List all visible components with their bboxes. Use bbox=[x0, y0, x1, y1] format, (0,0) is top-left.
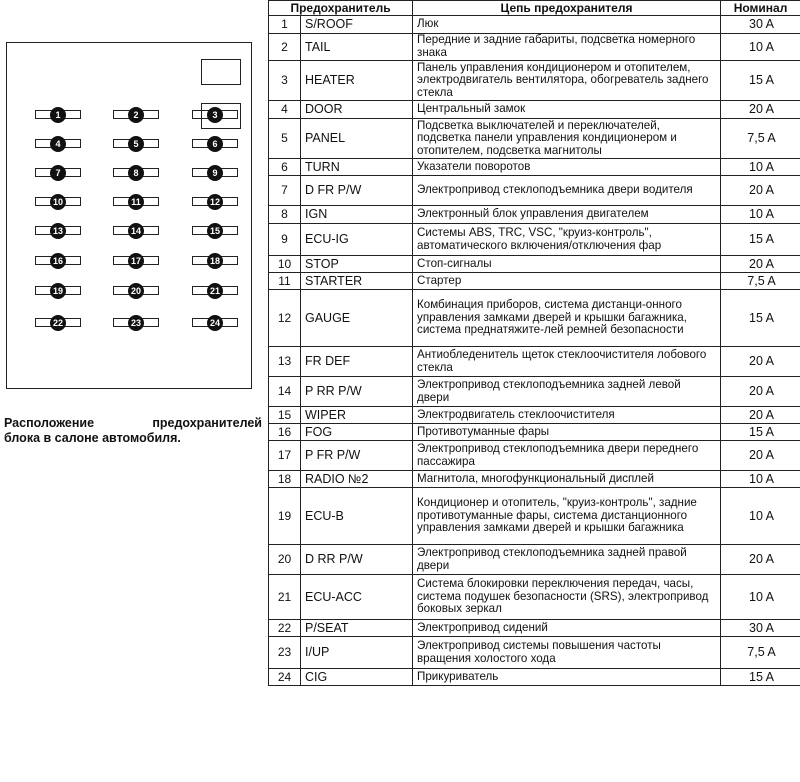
table-row bbox=[269, 347, 800, 377]
table-row bbox=[269, 101, 800, 119]
circuit-description-cell: Системы ABS, TRC, VSC, "круиз-контроль", автоматического включения/отключения фар bbox=[413, 224, 721, 256]
fuse-number: 3 bbox=[207, 107, 223, 123]
table-row bbox=[269, 119, 800, 159]
diagram-caption bbox=[4, 416, 262, 446]
fuse-number-cell: 13 bbox=[269, 347, 301, 377]
fuse-rating-cell: 30 A bbox=[721, 620, 800, 637]
fuse-rating-cell: 10 A bbox=[721, 471, 800, 488]
header-fuse: Предохранитель bbox=[269, 1, 413, 16]
fuse-name-cell: I/UP bbox=[301, 637, 413, 669]
fuse-number-cell: 20 bbox=[269, 545, 301, 575]
table-row bbox=[269, 206, 800, 224]
fuse-name-cell: DOOR bbox=[301, 101, 413, 119]
circuit-description-cell: Противотуманные фары bbox=[413, 424, 721, 441]
fuse-number-cell: 8 bbox=[269, 206, 301, 224]
table-row bbox=[269, 16, 800, 34]
fuse-slot bbox=[113, 136, 159, 151]
fuse-rating-cell: 20 A bbox=[721, 441, 800, 471]
fuse-rating-cell: 10 A bbox=[721, 575, 800, 620]
fuse-rating-cell: 20 A bbox=[721, 101, 800, 119]
fuse-name-cell: HEATER bbox=[301, 61, 413, 101]
fuse-slot bbox=[113, 283, 159, 298]
fuse-name-cell: RADIO №2 bbox=[301, 471, 413, 488]
fuse-number-cell: 17 bbox=[269, 441, 301, 471]
fuse-slot bbox=[192, 283, 238, 298]
fuse-slot bbox=[192, 165, 238, 180]
fuse-rating-cell: 20 A bbox=[721, 176, 800, 206]
fuse-number-cell: 12 bbox=[269, 290, 301, 347]
circuit-description-cell: Антиобледенитель щеток стеклоочистителя лобового стекла bbox=[413, 347, 721, 377]
fuse-slot bbox=[113, 223, 159, 238]
circuit-description-cell: Система блокировки переключения передач, часы, система подушек безопасности (SRS), электропривод боковых зеркал bbox=[413, 575, 721, 620]
fuse-rating-cell: 10 A bbox=[721, 34, 800, 61]
fuse-name-cell: ECU-B bbox=[301, 488, 413, 545]
fuse-number: 18 bbox=[207, 253, 223, 269]
fuse-number-cell: 4 bbox=[269, 101, 301, 119]
fuse-number: 2 bbox=[128, 107, 144, 123]
fuse-rating-cell: 20 A bbox=[721, 407, 800, 424]
table-row bbox=[269, 488, 800, 545]
table-row bbox=[269, 471, 800, 488]
fuse-number-cell: 21 bbox=[269, 575, 301, 620]
fuse-name-cell: ECU-ACC bbox=[301, 575, 413, 620]
fuse-name-cell: STOP bbox=[301, 256, 413, 273]
fuse-rating-cell: 10 A bbox=[721, 159, 800, 176]
header-rating: Номинал bbox=[721, 1, 800, 16]
fuse-number: 24 bbox=[207, 315, 223, 331]
fuse-number: 11 bbox=[128, 194, 144, 210]
fuse-number: 20 bbox=[128, 283, 144, 299]
fuse-number: 5 bbox=[128, 136, 144, 152]
fuse-number: 19 bbox=[50, 283, 66, 299]
circuit-description-cell: Магнитола, многофункциональный дисплей bbox=[413, 471, 721, 488]
fuse-name-cell: D RR P/W bbox=[301, 545, 413, 575]
fuse-slot bbox=[192, 223, 238, 238]
fuse-slot bbox=[192, 136, 238, 151]
circuit-description-cell: Комбинация приборов, система дистанци-онного управления замками дверей и крышки багажника, система преднатяжите-лей ремней безопасности bbox=[413, 290, 721, 347]
fuse-name-cell: ECU-IG bbox=[301, 224, 413, 256]
fuse-slot bbox=[192, 315, 238, 330]
fuse-number: 4 bbox=[50, 136, 66, 152]
fuse-number: 15 bbox=[207, 223, 223, 239]
fuse-slot bbox=[113, 315, 159, 330]
fuse-number-cell: 14 bbox=[269, 377, 301, 407]
fuse-name-cell: D FR P/W bbox=[301, 176, 413, 206]
fuse-number-cell: 24 bbox=[269, 669, 301, 686]
circuit-description-cell: Электропривод системы повышения частоты вращения холостого хода bbox=[413, 637, 721, 669]
fuse-slot bbox=[113, 253, 159, 268]
fuse-number-cell: 10 bbox=[269, 256, 301, 273]
fuse-name-cell: GAUGE bbox=[301, 290, 413, 347]
fuse-number: 21 bbox=[207, 283, 223, 299]
circuit-description-cell: Указатели поворотов bbox=[413, 159, 721, 176]
fuse-name-cell: FOG bbox=[301, 424, 413, 441]
circuit-description-cell: Подсветка выключателей и переключателей, подсветка панели управления кондиционером и отопителем, подсветка магнитолы bbox=[413, 119, 721, 159]
table-row bbox=[269, 256, 800, 273]
fuse-number-cell: 11 bbox=[269, 273, 301, 290]
fuse-box-diagram bbox=[6, 42, 252, 389]
fuse-rating-cell: 7,5 A bbox=[721, 119, 800, 159]
fuse-name-cell: P RR P/W bbox=[301, 377, 413, 407]
fuse-slot bbox=[192, 194, 238, 209]
fuse-number-cell: 1 bbox=[269, 16, 301, 34]
fuse-number-cell: 6 bbox=[269, 159, 301, 176]
fuse-rating-cell: 7,5 A bbox=[721, 273, 800, 290]
circuit-description-cell: Центральный замок bbox=[413, 101, 721, 119]
fuse-number: 22 bbox=[50, 315, 66, 331]
table-row bbox=[269, 273, 800, 290]
table-row bbox=[269, 669, 800, 686]
fuse-slot bbox=[35, 136, 81, 151]
circuit-description-cell: Кондиционер и отопитель, "круиз-контроль", задние противотуманные фары, система дистанционного управления замками дверей и крышки багажника bbox=[413, 488, 721, 545]
fuse-rating-cell: 15 A bbox=[721, 669, 800, 686]
header-circuit: Цепь предохранителя bbox=[413, 1, 721, 16]
fuse-rating-cell: 20 A bbox=[721, 545, 800, 575]
fuse-rating-cell: 15 A bbox=[721, 61, 800, 101]
circuit-description-cell: Электронный блок управления двигателем bbox=[413, 206, 721, 224]
fuse-slot bbox=[192, 107, 238, 122]
fuse-rating-cell: 20 A bbox=[721, 256, 800, 273]
fuse-name-cell: WIPER bbox=[301, 407, 413, 424]
circuit-description-cell: Электропривод стеклоподъемника двери переднего пассажира bbox=[413, 441, 721, 471]
fuse-name-cell: PANEL bbox=[301, 119, 413, 159]
table-row bbox=[269, 176, 800, 206]
fuse-rating-cell: 15 A bbox=[721, 290, 800, 347]
table-row bbox=[269, 377, 800, 407]
table-row bbox=[269, 290, 800, 347]
caption-line-2: блока в салоне автомобиля. bbox=[4, 431, 181, 445]
fuse-rating-cell: 10 A bbox=[721, 206, 800, 224]
fuse-name-cell: CIG bbox=[301, 669, 413, 686]
fuse-number-cell: 23 bbox=[269, 637, 301, 669]
table-row bbox=[269, 407, 800, 424]
fuse-number: 17 bbox=[128, 253, 144, 269]
fuse-rating-cell: 15 A bbox=[721, 424, 800, 441]
circuit-description-cell: Электропривод стеклоподъемника задней правой двери bbox=[413, 545, 721, 575]
fuse-number-cell: 22 bbox=[269, 620, 301, 637]
fuse-number-cell: 5 bbox=[269, 119, 301, 159]
circuit-description-cell: Электропривод сидений bbox=[413, 620, 721, 637]
circuit-description-cell: Панель управления кондиционером и отопителем, электродвигатель вентилятора, обогреватель заднего стекла bbox=[413, 61, 721, 101]
fuse-number-cell: 15 bbox=[269, 407, 301, 424]
fuse-number: 12 bbox=[207, 194, 223, 210]
fuse-rating-cell: 7,5 A bbox=[721, 637, 800, 669]
fuse-number: 8 bbox=[128, 165, 144, 181]
fuse-slot bbox=[35, 315, 81, 330]
fuse-slot bbox=[113, 194, 159, 209]
fuse-name-cell: TURN bbox=[301, 159, 413, 176]
fuse-slot bbox=[35, 253, 81, 268]
caption-line-1: Расположение предохранителей bbox=[4, 416, 262, 430]
fuse-number: 1 bbox=[50, 107, 66, 123]
fuse-rating-cell: 20 A bbox=[721, 347, 800, 377]
fuse-number: 23 bbox=[128, 315, 144, 331]
fuse-slot bbox=[35, 165, 81, 180]
circuit-description-cell: Электродвигатель стеклоочистителя bbox=[413, 407, 721, 424]
fuse-number: 14 bbox=[128, 223, 144, 239]
fuse-name-cell: S/ROOF bbox=[301, 16, 413, 34]
relay-slot bbox=[201, 59, 241, 85]
fuse-slot bbox=[35, 283, 81, 298]
fuse-number: 16 bbox=[50, 253, 66, 269]
circuit-description-cell: Стартер bbox=[413, 273, 721, 290]
circuit-description-cell: Прикуриватель bbox=[413, 669, 721, 686]
fuse-name-cell: STARTER bbox=[301, 273, 413, 290]
table-row bbox=[269, 441, 800, 471]
fuse-number: 13 bbox=[50, 223, 66, 239]
table-row bbox=[269, 224, 800, 256]
fuse-slot bbox=[192, 253, 238, 268]
fuse-number-cell: 9 bbox=[269, 224, 301, 256]
fuse-slot bbox=[35, 223, 81, 238]
circuit-description-cell: Стоп-сигналы bbox=[413, 256, 721, 273]
circuit-description-cell: Люк bbox=[413, 16, 721, 34]
fuse-number-cell: 3 bbox=[269, 61, 301, 101]
fuse-name-cell: P FR P/W bbox=[301, 441, 413, 471]
circuit-description-cell: Электропривод стеклоподъемника задней левой двери bbox=[413, 377, 721, 407]
fuse-name-cell: IGN bbox=[301, 206, 413, 224]
fuse-name-cell: TAIL bbox=[301, 34, 413, 61]
fuse-number: 10 bbox=[50, 194, 66, 210]
fuse-rating-cell: 20 A bbox=[721, 377, 800, 407]
fuse-name-cell: FR DEF bbox=[301, 347, 413, 377]
table-header-row bbox=[269, 1, 800, 16]
table-row bbox=[269, 159, 800, 176]
fuse-number: 6 bbox=[207, 136, 223, 152]
table-row bbox=[269, 637, 800, 669]
fuse-name-cell: P/SEAT bbox=[301, 620, 413, 637]
table-row bbox=[269, 61, 800, 101]
fuse-slot bbox=[35, 107, 81, 122]
fuse-number-cell: 16 bbox=[269, 424, 301, 441]
fuse-number: 9 bbox=[207, 165, 223, 181]
table-row bbox=[269, 575, 800, 620]
fuse-slot bbox=[113, 165, 159, 180]
table-row bbox=[269, 34, 800, 61]
fuse-number-cell: 7 bbox=[269, 176, 301, 206]
table-row bbox=[269, 424, 800, 441]
fuse-number-cell: 18 bbox=[269, 471, 301, 488]
fuse-rating-cell: 10 A bbox=[721, 488, 800, 545]
table-row bbox=[269, 545, 800, 575]
fuse-slot bbox=[35, 194, 81, 209]
circuit-description-cell: Электропривод стеклоподъемника двери водителя bbox=[413, 176, 721, 206]
fuse-number: 7 bbox=[50, 165, 66, 181]
fuse-rating-cell: 30 A bbox=[721, 16, 800, 34]
fuse-slot bbox=[113, 107, 159, 122]
fuse-number-cell: 2 bbox=[269, 34, 301, 61]
table-row bbox=[269, 620, 800, 637]
fuse-rating-cell: 15 A bbox=[721, 224, 800, 256]
fuse-number-cell: 19 bbox=[269, 488, 301, 545]
fuse-table bbox=[268, 0, 800, 686]
circuit-description-cell: Передние и задние габариты, подсветка номерного знака bbox=[413, 34, 721, 61]
